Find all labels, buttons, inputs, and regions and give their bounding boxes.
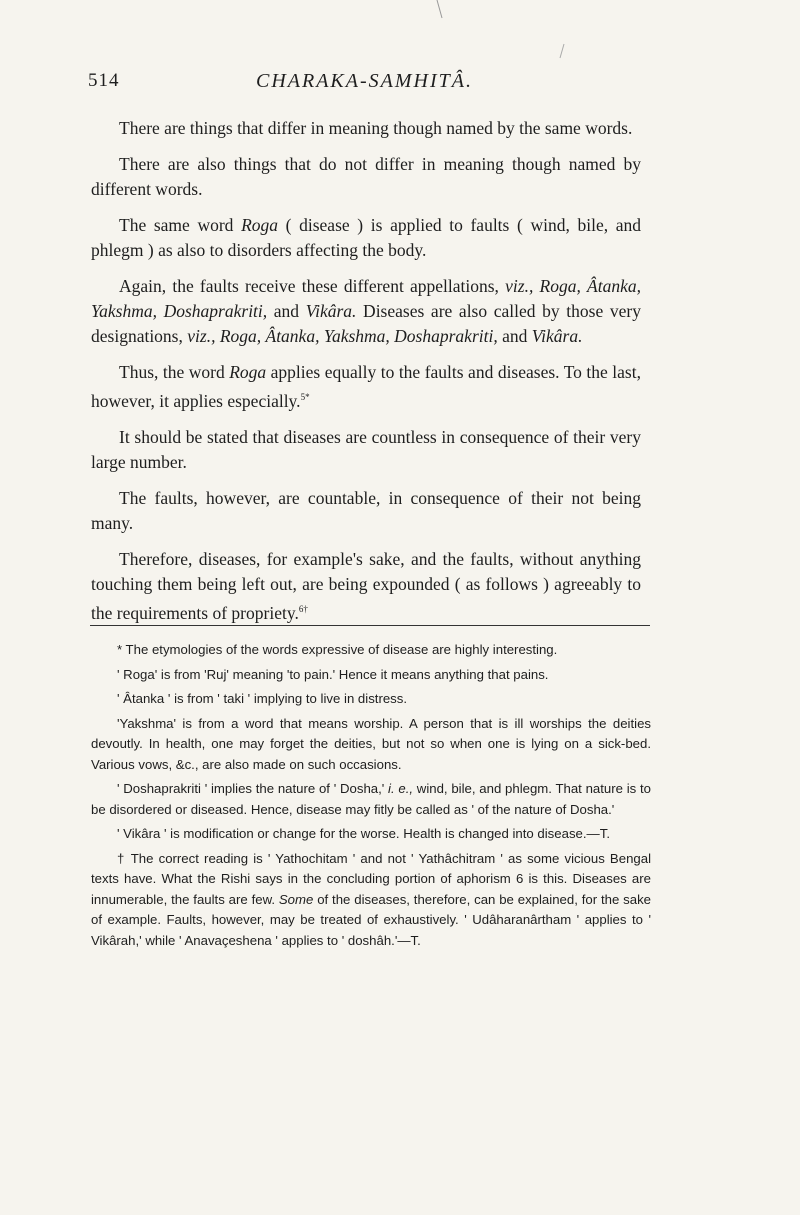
p3-text-a: The same word (119, 215, 242, 235)
paragraph-1: There are things that differ in meaning though named by the same words. (119, 118, 633, 138)
running-head: CHARAKA-SAMHITÂ. (256, 70, 473, 92)
footnote-2: ' Roga' is from 'Ruj' meaning 'to pain.' Hence it means anything that pains. (117, 666, 549, 682)
p4-term-vikara-1: Vikâra. (305, 301, 357, 321)
paragraph-6: It should be stated that diseases are countless in consequence of their very large number. (91, 426, 641, 472)
p4-term-vikara-2: Vikâra. (531, 326, 583, 346)
page-number: 514 (88, 70, 120, 91)
fn7-text-a: † The correct reading is ' Yathochitam ' and not ' Yathâchitram ' as some vicious Bengal texts have. What the Rishi says in the concluding portion of aphorism 6 is this. Diseases are innumerable, the faults are few. (91, 850, 651, 907)
paragraph-7: The faults, however, are countable, in consequence of their not being many. (91, 487, 641, 533)
footnotes (91, 640, 651, 955)
p4-text-e: Diseases are also called by those very designations, (91, 301, 641, 346)
fn7-some: Some (278, 891, 314, 907)
p8-text-a: Therefore, diseases, for example's sake, and the faults, without anything touching them being left out, are being expounded ( as follows ) agreeably to the requirements of propriety. (91, 548, 641, 623)
footnote-3: ' Âtanka ' is from ' taki ' implying to live in distress. (117, 691, 408, 706)
p5-text-c: applies equally to the faults and diseases. To the last, however, it applies especially. (91, 362, 641, 411)
p3-text-c: ( disease ) is applied to faults ( wind, bile, and phlegm ) as also to disorders affecting the body. (91, 215, 641, 260)
page-header (88, 70, 648, 100)
main-text (91, 116, 641, 637)
footnote-divider (90, 625, 650, 626)
footnote-4: 'Yakshma' is from a word that means worship. A person that is ill worships the deities devoutly. In health, one may forget the deities, but not so when one is lying on a sick-bed. Various vows, &c., are also made on such occasions. (91, 715, 651, 772)
paragraph-4 (91, 274, 641, 349)
footnote-1: * The etymologies of the words expressive of disease are highly interesting. (117, 642, 558, 657)
p5-footnote-ref: 5* (300, 392, 310, 402)
paragraph-2: There are also things that do not differ in meaning though named by different words. (91, 154, 641, 199)
p4-text-a: Again, the faults receive these different appellations, (119, 276, 506, 296)
p5-term-roga: Roga (229, 362, 267, 382)
p5-text-a: Thus, the word (119, 362, 230, 382)
footnote-6: ' Vikâra ' is modification or change for the worse. Health is changed into disease.—T. (117, 826, 610, 841)
footnote-7 (91, 849, 651, 952)
paragraph-3 (91, 213, 641, 263)
p4-text-g: and (497, 326, 532, 346)
fn7-text-c: of the diseases, therefore, can be explained, for the sake of example. Faults, however, may be treated of exhaustively. ' Udâharanârtham ' applies to ' Vikârah,' while ' Anavaçeshena ' applies to ' doshâh.'—T. (91, 891, 651, 948)
p4-terms-1: viz., Roga, Âtanka, Yakshma, Doshaprakriti, (91, 276, 641, 321)
paragraph-5 (91, 360, 641, 414)
paragraph-8 (91, 547, 641, 626)
p8-footnote-ref: 6† (298, 603, 308, 614)
fn5-ie: i. e., (388, 781, 414, 796)
fn5-text-c: wind, bile, and phlegm. That nature is to be disordered or diseased. Hence, disease may fitly be called as ' of the nature of Dosha.' (91, 781, 652, 817)
fn5-text-a: ' Doshaprakriti ' implies the nature of ' Dosha,' (117, 781, 389, 796)
p4-text-c: and (267, 301, 306, 321)
p3-term-roga: Roga (241, 215, 279, 235)
p4-terms-2: viz., Roga, Âtanka, Yakshma, Doshaprakriti, (187, 326, 498, 346)
footnote-5 (91, 779, 651, 820)
